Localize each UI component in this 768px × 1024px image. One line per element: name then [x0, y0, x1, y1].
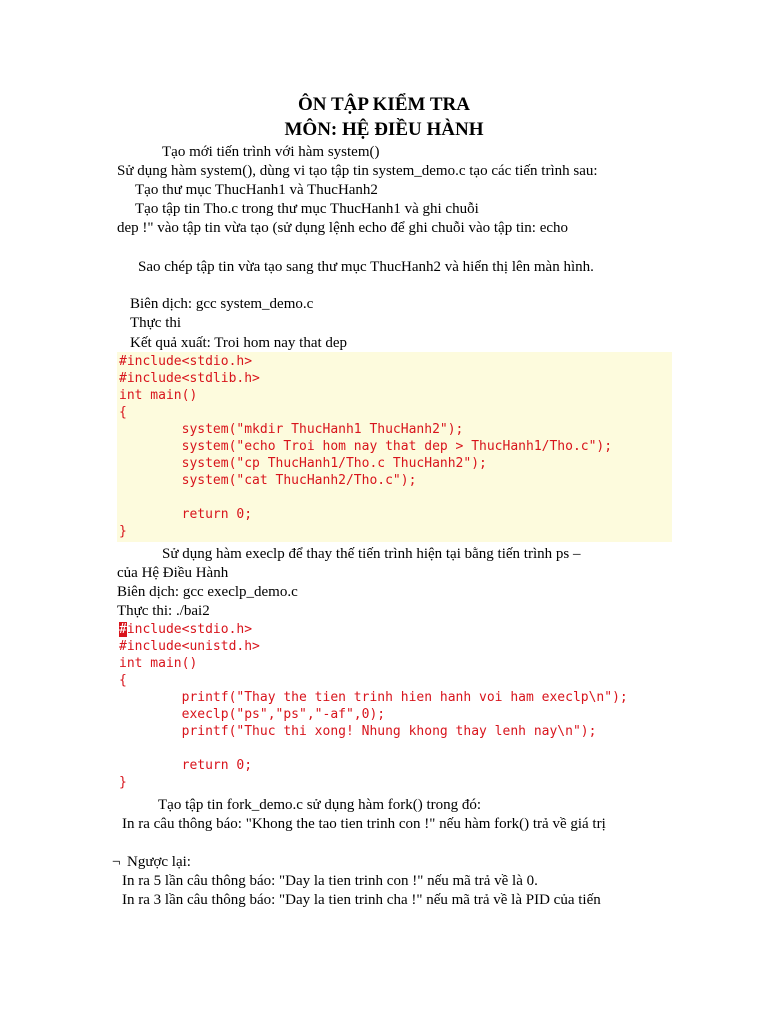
code-line: int main()	[119, 388, 198, 403]
code-line: return 0;	[119, 507, 253, 522]
code-line: system("cp ThucHanh1/Tho.c ThucHanh2");	[119, 456, 487, 471]
section1-run: Thực thi	[130, 315, 182, 331]
code-line: {	[119, 405, 127, 420]
section1-item2b: dep !" vào tập tin vừa tạo (sử dụng lệnh echo để ghi chuỗi vào tập tin: echo	[117, 220, 569, 236]
section3-item2: In ra 5 lần câu thông báo: "Day la tien trinh con !" nếu mã trả về là 0.	[122, 873, 538, 889]
code-line: system("cat ThucHanh2/Tho.c");	[119, 473, 417, 488]
section1-output: Kết quả xuất: Troi hom nay that dep	[130, 335, 348, 351]
code-line: {	[119, 673, 127, 688]
code-line: }	[119, 524, 127, 539]
section2-run: Thực thi: ./bai2	[117, 603, 210, 619]
code-line: return 0;	[119, 758, 253, 773]
code-line: #include<unistd.h>	[119, 639, 260, 654]
page-title: ÔN TẬP KIỂM TRA	[298, 94, 470, 115]
section2-heading-b: của Hệ Điều Hành	[117, 565, 229, 581]
section1-item2a: Tạo tập tin Tho.c trong thư mục ThucHanh1 và ghi chuỗi	[135, 201, 479, 217]
section1-item1: Tạo thư mục ThucHanh1 và ThucHanh2	[135, 182, 378, 198]
else-marker: ¬	[112, 854, 121, 870]
code-block-system	[117, 352, 672, 542]
code-line	[119, 621, 252, 638]
code-line: system("mkdir ThucHanh1 ThucHanh2");	[119, 422, 464, 437]
section3-item3: In ra 3 lần câu thông báo: "Day la tien trinh cha !" nếu mã trả về là PID của tiến	[122, 892, 601, 908]
code-line: system("echo Troi hom nay that dep > ThucHanh1/Tho.c");	[119, 439, 613, 454]
code-line: execlp("ps","ps","-af",0);	[119, 707, 386, 722]
section3-else: Ngược lại:	[127, 854, 191, 870]
section3-heading: Tạo tập tin fork_demo.c sử dụng hàm fork() trong đó:	[158, 797, 482, 813]
section1-heading: Tạo mới tiến trình với hàm system()	[162, 144, 380, 160]
section3-item1: In ra câu thông báo: "Khong the tao tien trinh con !" nếu hàm fork() trả về giá trị	[122, 816, 606, 832]
section1-compile: Biên dịch: gcc system_demo.c	[130, 296, 314, 312]
page-subtitle: MÔN: HỆ ĐIỀU HÀNH	[284, 119, 484, 140]
code-line-rest: include<stdio.h>	[126, 622, 253, 637]
text-cursor: #	[119, 622, 127, 637]
code-line: printf("Thuc thi xong! Nhung khong thay lenh nay\n");	[119, 724, 597, 739]
code-line: printf("Thay the tien trinh hien hanh voi ham execlp\n");	[119, 690, 628, 705]
code-line: int main()	[119, 656, 198, 671]
section1-intro: Sử dụng hàm system(), dùng vi tạo tập tin system_demo.c tạo các tiến trình sau:	[117, 163, 598, 179]
code-block-execlp	[117, 620, 692, 793]
code-line: #include<stdlib.h>	[119, 371, 260, 386]
section2-heading-a: Sử dụng hàm execlp để thay thế tiến trình hiện tại bằng tiến trình ps –	[162, 546, 581, 562]
section1-item3: Sao chép tập tin vừa tạo sang thư mục ThucHanh2 và hiển thị lên màn hình.	[138, 259, 594, 275]
code-line: }	[119, 775, 127, 790]
code-line: #include<stdio.h>	[119, 354, 253, 369]
section2-compile: Biên dịch: gcc execlp_demo.c	[117, 584, 298, 600]
